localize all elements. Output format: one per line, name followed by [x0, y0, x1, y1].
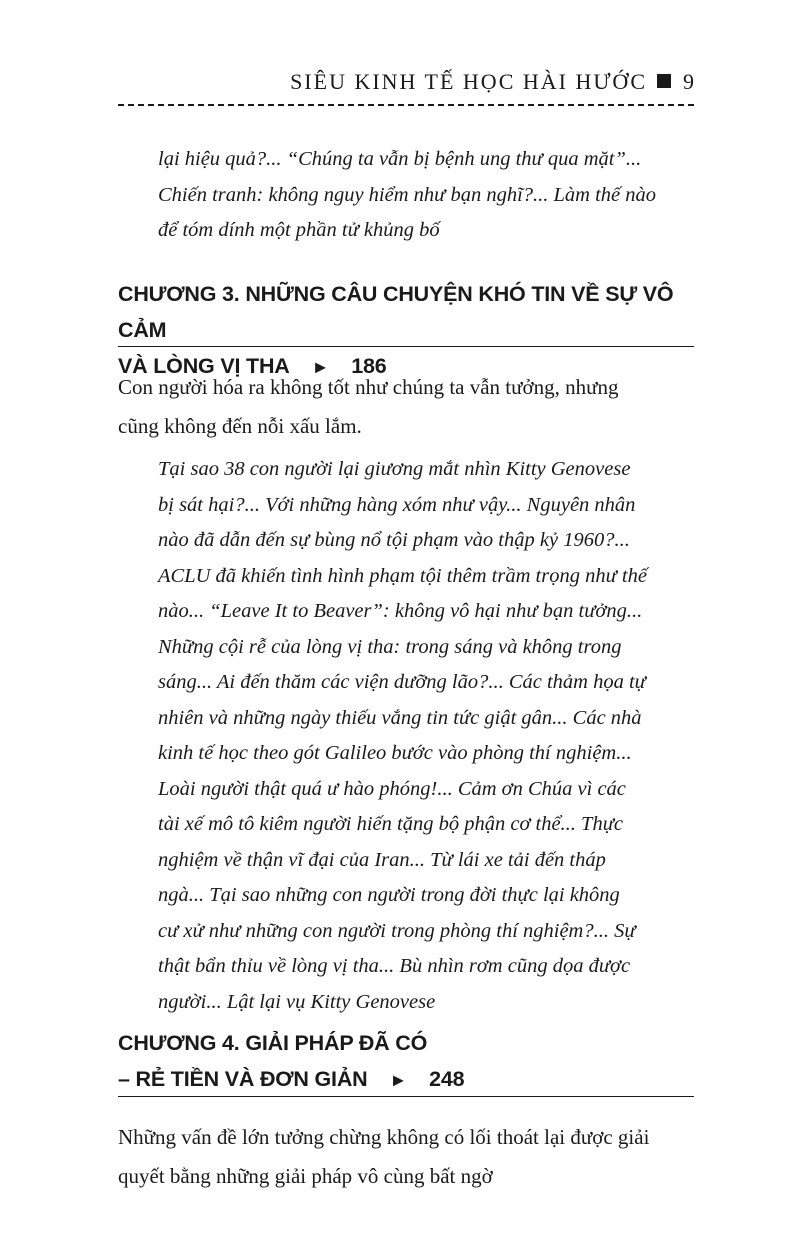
text-line: Tại sao 38 con người lại giương mắt nhìn Kitty Genovese — [158, 458, 631, 480]
chapter4-page: 248 — [429, 1067, 465, 1091]
text-line: Con người hóa ra không tốt như chúng ta vẫn tưởng, nhưng — [118, 375, 619, 399]
text-line: sáng... Ai đến thăm các viện dưỡng lão?... Các thảm họa tự — [158, 671, 646, 693]
chapter4-title-line1: CHƯƠNG 4. GIẢI PHÁP ĐÃ CÓ — [118, 1031, 428, 1055]
play-arrow-icon: ► — [389, 1070, 408, 1090]
text-line: lại hiệu quả?... “Chúng ta vẫn bị bệnh ung thư qua mặt”... — [158, 148, 642, 170]
play-arrow-icon: ► — [311, 357, 330, 377]
chapter4-rule — [118, 1096, 694, 1097]
chapter3-intro — [118, 368, 698, 446]
text-line: Những vấn đề lớn tưởng chừng không có lối thoát lại được giải — [118, 1125, 650, 1149]
text-line: tài xế mô tô kiêm người hiến tặng bộ phận cơ thể... Thực — [158, 813, 623, 835]
chapter4-intro — [118, 1118, 698, 1196]
text-line: Loài người thật quá ư hào phóng!... Cảm ơn Chúa vì các — [158, 777, 626, 800]
chapter3-page: 186 — [351, 354, 387, 378]
text-line: cũng không đến nỗi xấu lắm. — [118, 414, 362, 438]
text-line: thật bẩn thỉu về lòng vị tha... Bù nhìn rơm cũng dọa được — [158, 955, 631, 977]
text-line: Những cội rễ của lòng vị tha: trong sáng và không trong — [158, 635, 622, 658]
running-header — [118, 66, 694, 98]
text-line: bị sát hại?... Với những hàng xóm như vậy... Nguyên nhân — [158, 493, 636, 516]
chapter3-title-line2-text: VÀ LÒNG VỊ THA — [118, 354, 290, 378]
text-line: ACLU đã khiến tình hình phạm tội thêm trầm trọng như thế — [158, 564, 647, 587]
chapter4-title — [118, 1025, 698, 1098]
text-line: quyết bằng những giải pháp vô cùng bất ngờ — [118, 1164, 493, 1188]
text-line: ngà... Tại sao những con người trong đời thực lại không — [158, 884, 620, 906]
text-line: để tóm dính một phần tử khủng bố — [158, 219, 440, 241]
text-line: nào... “Leave It to Beaver”: không vô hại như bạn tưởng... — [158, 600, 643, 622]
chapter2-summary-continued — [158, 142, 698, 249]
chapter3-summary — [158, 452, 698, 1020]
page-number: 9 — [683, 69, 694, 94]
text-line: Chiến tranh: không nguy hiểm như bạn nghĩ?... Làm thế nào — [158, 183, 657, 206]
text-line: cư xử như những con người trong phòng thí nghiệm?... Sự — [158, 919, 636, 942]
square-bullet-icon — [657, 74, 671, 88]
text-line: nghiệm về thận vĩ đại của Iran... Từ lái xe tải đến tháp — [158, 848, 606, 871]
text-line: kinh tế học theo gót Galileo bước vào phòng thí nghiệm... — [158, 742, 632, 764]
text-line: nào đã dẫn đến sự bùng nổ tội phạm vào thập kỷ 1960?... — [158, 529, 630, 551]
chapter3-title-line1: CHƯƠNG 3. NHỮNG CÂU CHUYỆN KHÓ TIN VỀ SỰ VÔ CẢM — [118, 282, 674, 342]
chapter3-rule — [118, 346, 694, 347]
chapter4-title-line2 — [118, 1061, 698, 1098]
text-line: người... Lật lại vụ Kitty Genovese — [158, 990, 436, 1013]
book-title: SIÊU KINH TẾ HỌC HÀI HƯỚC — [290, 69, 647, 94]
chapter4-title-line2-text: – RẺ TIỀN VÀ ĐƠN GIẢN — [118, 1067, 368, 1091]
header-dashed-divider — [118, 104, 694, 106]
text-line: nhiên và những ngày thiếu vắng tin tức giật gân... Các nhà — [158, 706, 642, 729]
